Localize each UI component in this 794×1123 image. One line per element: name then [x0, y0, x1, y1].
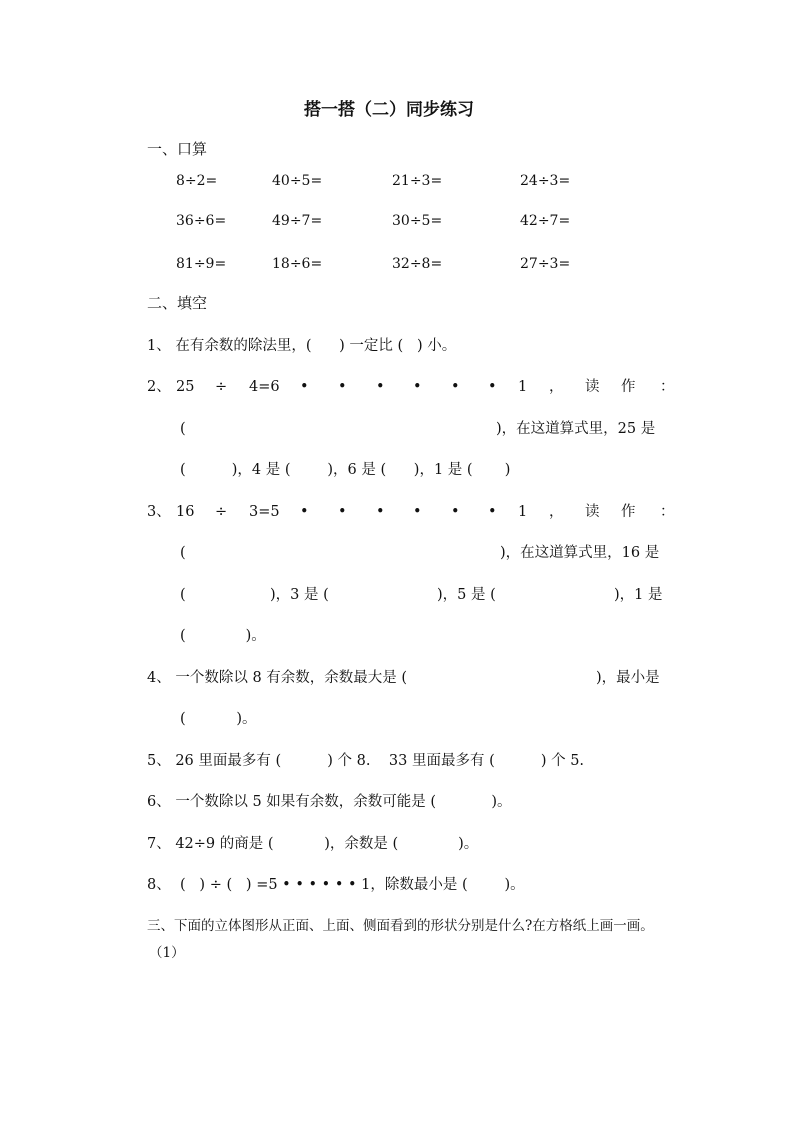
- question-3-line2-right: )，在这道算式里，16 是: [500, 545, 660, 561]
- q-part: )，1 是: [614, 587, 663, 603]
- question-4-line1-right: )，最小是: [596, 670, 660, 686]
- q-part: •: [300, 379, 309, 395]
- q-part: •: [413, 379, 422, 395]
- question-6: 6、 一个数除以 5 如果有余数，余数可能是 ( )。: [147, 794, 512, 810]
- calc-item: 32÷8=: [392, 256, 443, 272]
- q-part: ：: [660, 504, 675, 520]
- q-part: ÷: [215, 379, 228, 395]
- question-7: 7、 42÷9 的商是 ( )，余数是 ( )。: [147, 836, 479, 852]
- question-3-line4: ( )。: [180, 628, 266, 644]
- q-part: ：: [660, 379, 675, 395]
- calc-item: 18÷6=: [272, 256, 323, 272]
- question-2-line3: ( )，4 是 ( )，6 是 ( )，1 是 ( ): [180, 462, 511, 478]
- section2-heading: 二、填空: [147, 294, 208, 312]
- q-part: •: [451, 379, 460, 395]
- q-part: •: [451, 504, 460, 520]
- question-number: 2、: [147, 379, 171, 395]
- q-part: •: [338, 379, 347, 395]
- q-part: •: [413, 504, 422, 520]
- question-8: 8、 ( ) ÷ ( ) =5 • • • • • • 1，除数最小是 ( )。: [147, 877, 525, 893]
- q-part: •: [338, 504, 347, 520]
- question-4-line1-left: 4、 一个数除以 8 有余数，余数最大是 (: [147, 670, 408, 686]
- q-part: 1: [518, 504, 528, 520]
- question-number: 3、: [147, 504, 171, 520]
- q-part: •: [488, 379, 497, 395]
- q-part: ，: [549, 379, 564, 395]
- q-part: (: [180, 587, 186, 603]
- q-part: 3=5: [249, 504, 280, 520]
- question-2-line2-left: (: [180, 421, 186, 437]
- q-part: )，5 是 (: [437, 587, 496, 603]
- calc-item: 49÷7=: [272, 213, 323, 229]
- question-5: 5、 26 里面最多有 ( ) 个 8. 33 里面最多有 ( ) 个 5.: [147, 753, 585, 769]
- q-part: ，: [549, 504, 564, 520]
- q-part: 读: [585, 504, 600, 520]
- calc-item: 36÷6=: [176, 213, 227, 229]
- q-part: •: [376, 379, 385, 395]
- q-part: 1: [518, 379, 528, 395]
- q-part: 作: [621, 504, 636, 520]
- question-4-line2: ( )。: [180, 711, 257, 727]
- q-part: 4=6: [249, 379, 280, 395]
- q-part: 作: [621, 379, 636, 395]
- question-3-line2-left: (: [180, 545, 186, 561]
- q-part: •: [376, 504, 385, 520]
- q-part: 25: [176, 379, 195, 395]
- section3-heading: 三、下面的立体图形从正面、上面、侧面看到的形状分别是什么?在方格纸上画一画。: [147, 918, 654, 934]
- q-part: •: [488, 504, 497, 520]
- q-part: )，3 是 (: [270, 587, 329, 603]
- q-part: 16: [176, 504, 195, 520]
- calc-item: 8÷2=: [176, 173, 218, 189]
- calc-item: 27÷3=: [520, 256, 571, 272]
- calc-item: 30÷5=: [392, 213, 443, 229]
- calc-item: 21÷3=: [392, 173, 443, 189]
- calc-item: 42÷7=: [520, 213, 571, 229]
- q-part: 读: [585, 379, 600, 395]
- calc-item: 81÷9=: [176, 256, 227, 272]
- calc-item: 40÷5=: [272, 173, 323, 189]
- q-part: •: [300, 504, 309, 520]
- q-part: ÷: [215, 504, 228, 520]
- section1-heading: 一、口算: [147, 140, 208, 158]
- question-1: 1、 在有余数的除法里，( ) 一定比 ( ) 小。: [147, 338, 457, 354]
- calc-item: 24÷3=: [520, 173, 571, 189]
- question-2-line2-right: )，在这道算式里，25 是: [496, 421, 656, 437]
- section3-sub: （1）: [149, 945, 185, 961]
- page-title: 搭一搭（二）同步练习: [304, 100, 474, 120]
